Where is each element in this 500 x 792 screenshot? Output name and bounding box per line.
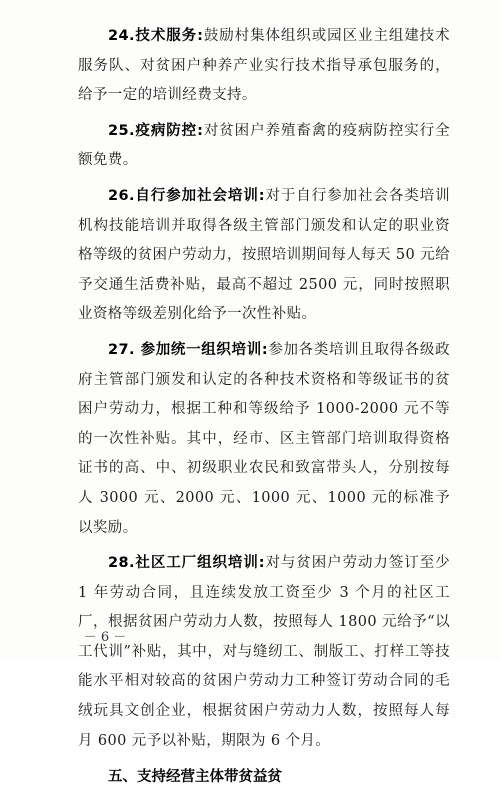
- document-body: [78, 22, 450, 792]
- paragraph-28-community-factory: [78, 549, 450, 756]
- paragraph-heading: 27. 参加统一组织培训:: [108, 341, 269, 358]
- paragraph-text: 对贫困户养殖畜禽的疫病防控实行全额免费。: [78, 122, 451, 169]
- paragraph-text: 参加各类培训且取得各级政府主管部门颁发和认定的各种技术资格和等级证书的贫困户劳动力，根据工种和等级给予 1000-2000 元不等的一次性补贴。其中，经市、区主管部门培训取得资格证书的高、中、初级职业农民和致富带头人，分别按每人 3000 元、2000 元、1000 元、1000 元的标准予以奖励。: [78, 341, 450, 536]
- paragraph-26-social-training: [78, 182, 450, 330]
- section-heading-five: 五、支持经营主体带贫益贫: [108, 769, 282, 786]
- paragraph-heading: 25.疫病防控:: [108, 122, 204, 139]
- paragraph-heading: 24.技术服务:: [108, 28, 204, 44]
- paragraph-25-epidemic-prevention: [78, 117, 450, 176]
- page-number: － 6 －: [83, 630, 127, 645]
- paragraph-24-technical-service: [78, 22, 450, 111]
- paragraph-text: 对与贫困户劳动力签订至少 1 年劳动合同，且连续发放工资至少 3 个月的社区工厂，根据贫困户劳动力人数，按照每人 1800 元给予“以工代训”补贴，其中，对与缝纫工、制版工、打样工等技能水平相对较高的贫困户劳动力工种签订劳动合同的毛绒玩具文创企业，根据贫困户劳动力人数，按照每人每月 600 元予以补贴，期限为 6 个月。: [78, 555, 450, 749]
- paragraph-text: 鼓励村集体组织或园区业主组建技术服务队、对贫困户种养产业实行技术指导承包服务的，给予一定的培训经费支持。: [78, 28, 451, 104]
- paragraph-heading: 26.自行参加社会培训:: [108, 187, 265, 204]
- paragraph-text: 对于自行参加社会各类培训机构技能培训并取得各级主管部门颁发和认定的职业资格等级的贫困户劳动力，按照培训期间每人每天 50 元给予交通生活费补贴，最高不超过 2500 元，同时按照职业资格等级差别化给予一次性补贴。: [78, 187, 450, 323]
- paragraph-27-unified-training: [78, 336, 450, 543]
- paragraph-heading: 28.社区工厂组织培训:: [108, 555, 265, 572]
